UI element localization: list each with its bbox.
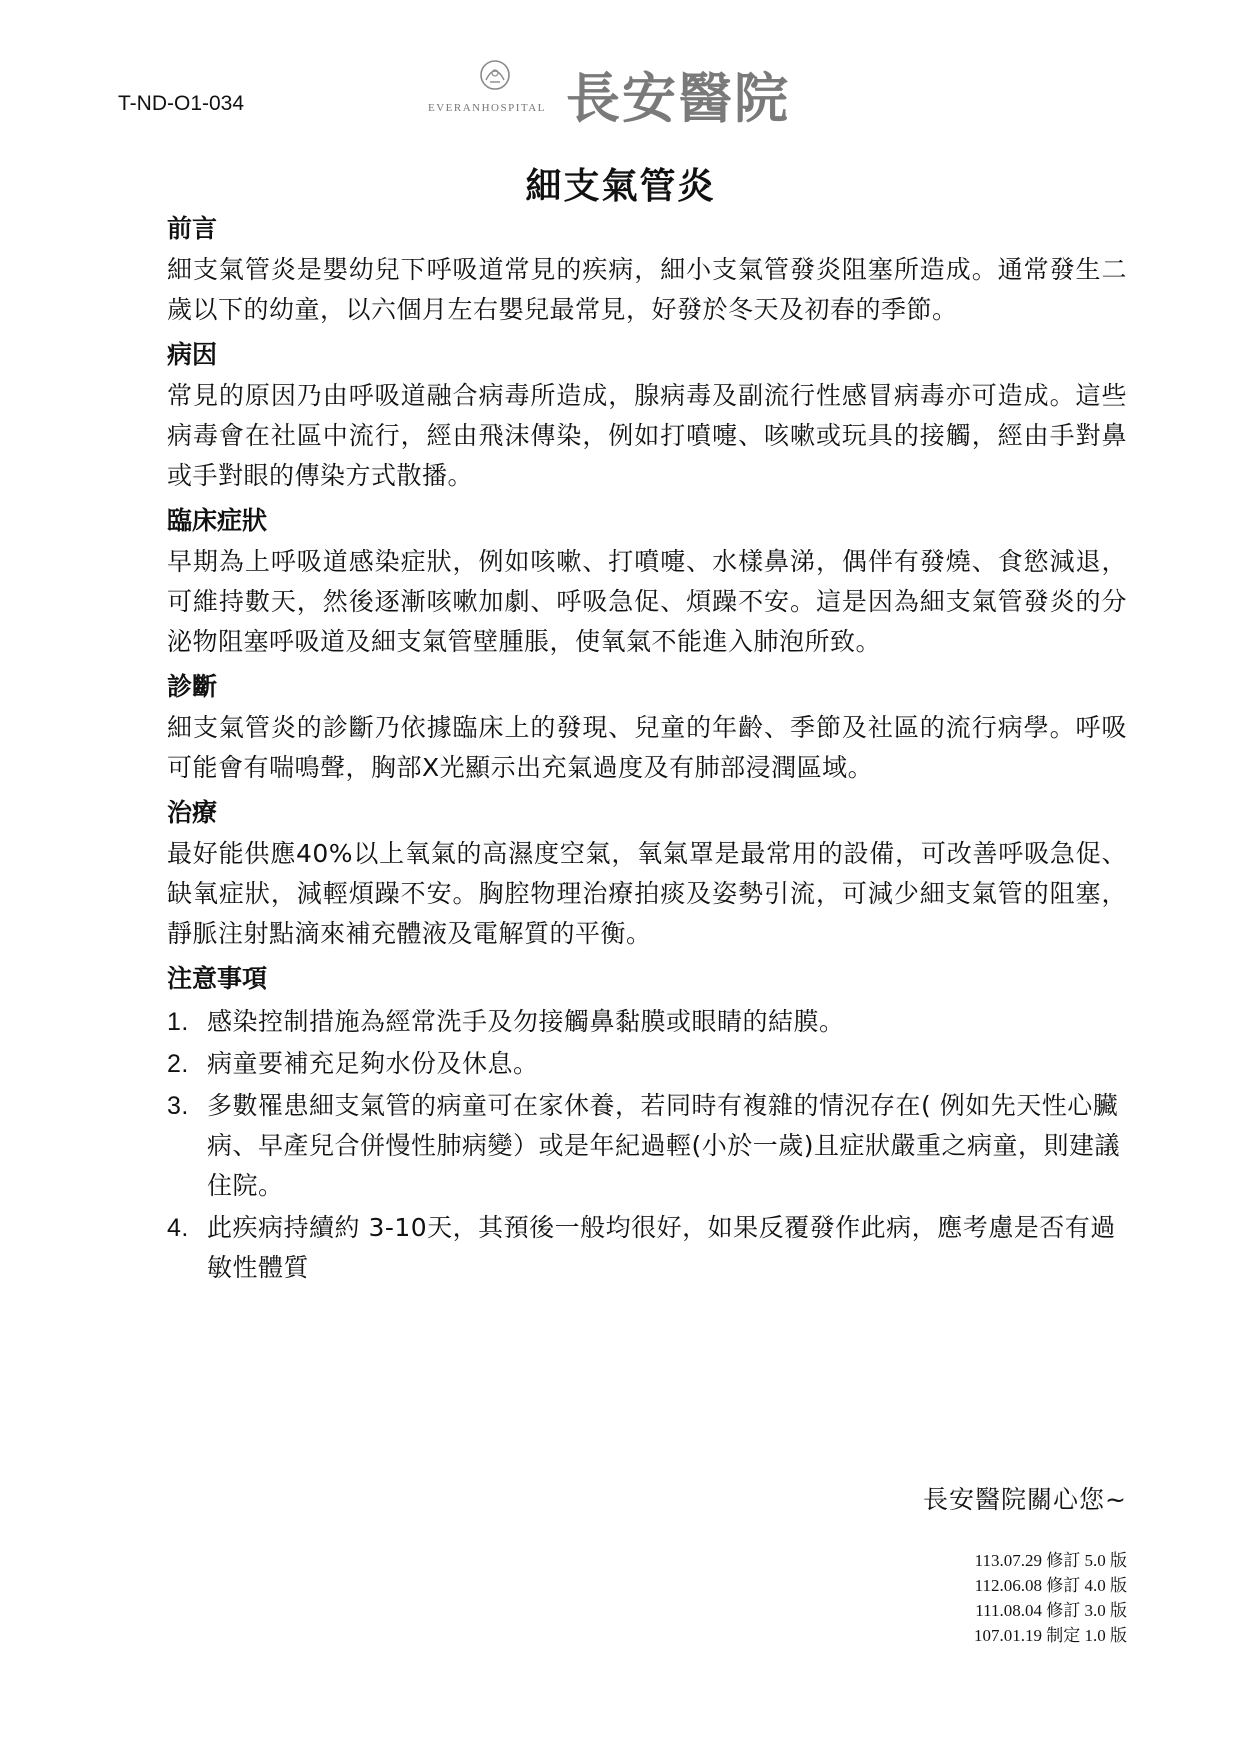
page-title: 細支氣管炎 xyxy=(525,166,716,207)
section-heading: 治療 xyxy=(167,798,218,827)
logo-name: 長安醫院 xyxy=(566,67,790,130)
revision-history xyxy=(974,1548,1127,1648)
section-body: 最好能供應40%以上氧氣的高濕度空氣，氧氣罩是最常用的設備，可改善呼吸急促、缺氧症狀，減輕煩躁不安。胸腔物理治療拍痰及姿勢引流，可減少細支氣管的阻塞，靜脈注射點滴來補充體液及電解質的平衡。 xyxy=(167,839,1127,948)
list-item xyxy=(167,1002,1127,1042)
list-item xyxy=(167,1086,1127,1206)
section-diagnosis xyxy=(167,668,1127,788)
section-symptoms xyxy=(167,502,1127,662)
list-number: 4. xyxy=(167,1214,189,1242)
revision-line: 113.07.29 修訂 5.0 版 xyxy=(974,1551,1127,1570)
list-text: 感染控制措施為經常洗手及勿接觸鼻黏膜或眼睛的結膜。 xyxy=(207,1007,845,1036)
list-number: 1. xyxy=(167,1008,189,1036)
section-body: 細支氣管炎是嬰幼兒下呼吸道常見的疾病，細小支氣管發炎阻塞所造成。通常發生二歲以下的幼童，以六個月左右嬰兒最常見，好發於冬天及初春的季節。 xyxy=(167,255,1127,324)
closing-message: 長安醫院關心您~ xyxy=(923,1485,1127,1514)
list-item xyxy=(167,1208,1127,1288)
hospital-logo xyxy=(428,52,838,128)
notes-list xyxy=(167,1002,1127,1288)
list-text: 此疾病持續約 3-10天，其預後一般均很好，如果反覆發作此病，應考慮是否有過敏性體質 xyxy=(207,1213,1116,1282)
section-heading: 診斷 xyxy=(167,672,218,701)
revision-line: 111.08.04 修訂 3.0 版 xyxy=(975,1601,1127,1620)
section-heading: 注意事項 xyxy=(167,964,268,993)
list-text: 病童要補充足夠水份及休息。 xyxy=(207,1049,539,1078)
section-body: 細支氣管炎的診斷乃依據臨床上的發現、兒童的年齡、季節及社區的流行病學。呼吸可能會有喘鳴聲，胸部X光顯示出充氣過度及有肺部浸潤區域。 xyxy=(167,713,1127,782)
document-code: T-ND-O1-034 xyxy=(118,92,245,115)
list-text: 多數罹患細支氣管的病童可在家休養，若同時有複雜的情況存在( 例如先天性心臟病、早產兒合併慢性肺病變）或是年紀過輕(小於一歲)且症狀嚴重之病童，則建議住院。 xyxy=(207,1091,1121,1200)
section-heading: 病因 xyxy=(167,340,218,369)
document-content xyxy=(167,210,1127,1290)
revision-line: 112.06.08 修訂 4.0 版 xyxy=(974,1576,1127,1595)
revision-line: 107.01.19 制定 1.0 版 xyxy=(974,1626,1127,1645)
list-number: 3. xyxy=(167,1092,189,1120)
logo-subtitle: EVERANHOSPITAL xyxy=(428,102,546,114)
section-body: 常見的原因乃由呼吸道融合病毒所造成，腺病毒及副流行性感冒病毒亦可造成。這些病毒會在社區中流行，經由飛沫傳染，例如打噴嚏、咳嗽或玩具的接觸，經由手對鼻或手對眼的傳染方式散播。 xyxy=(167,381,1127,490)
section-body: 早期為上呼吸道感染症狀，例如咳嗽、打噴嚏、水樣鼻涕，偶伴有發燒、食慾減退，可維持數天，然後逐漸咳嗽加劇、呼吸急促、煩躁不安。這是因為細支氣管發炎的分泌物阻塞呼吸道及細支氣管壁腫脹，使氧氣不能進入肺泡所致。 xyxy=(167,547,1127,656)
hospital-emblem-icon xyxy=(478,58,512,92)
section-heading: 前言 xyxy=(167,214,218,243)
section-notes xyxy=(167,960,1127,1288)
section-treatment xyxy=(167,794,1127,954)
list-number: 2. xyxy=(167,1050,189,1078)
section-intro xyxy=(167,210,1127,330)
list-item xyxy=(167,1044,1127,1084)
section-cause xyxy=(167,336,1127,496)
section-heading: 臨床症狀 xyxy=(167,506,268,535)
